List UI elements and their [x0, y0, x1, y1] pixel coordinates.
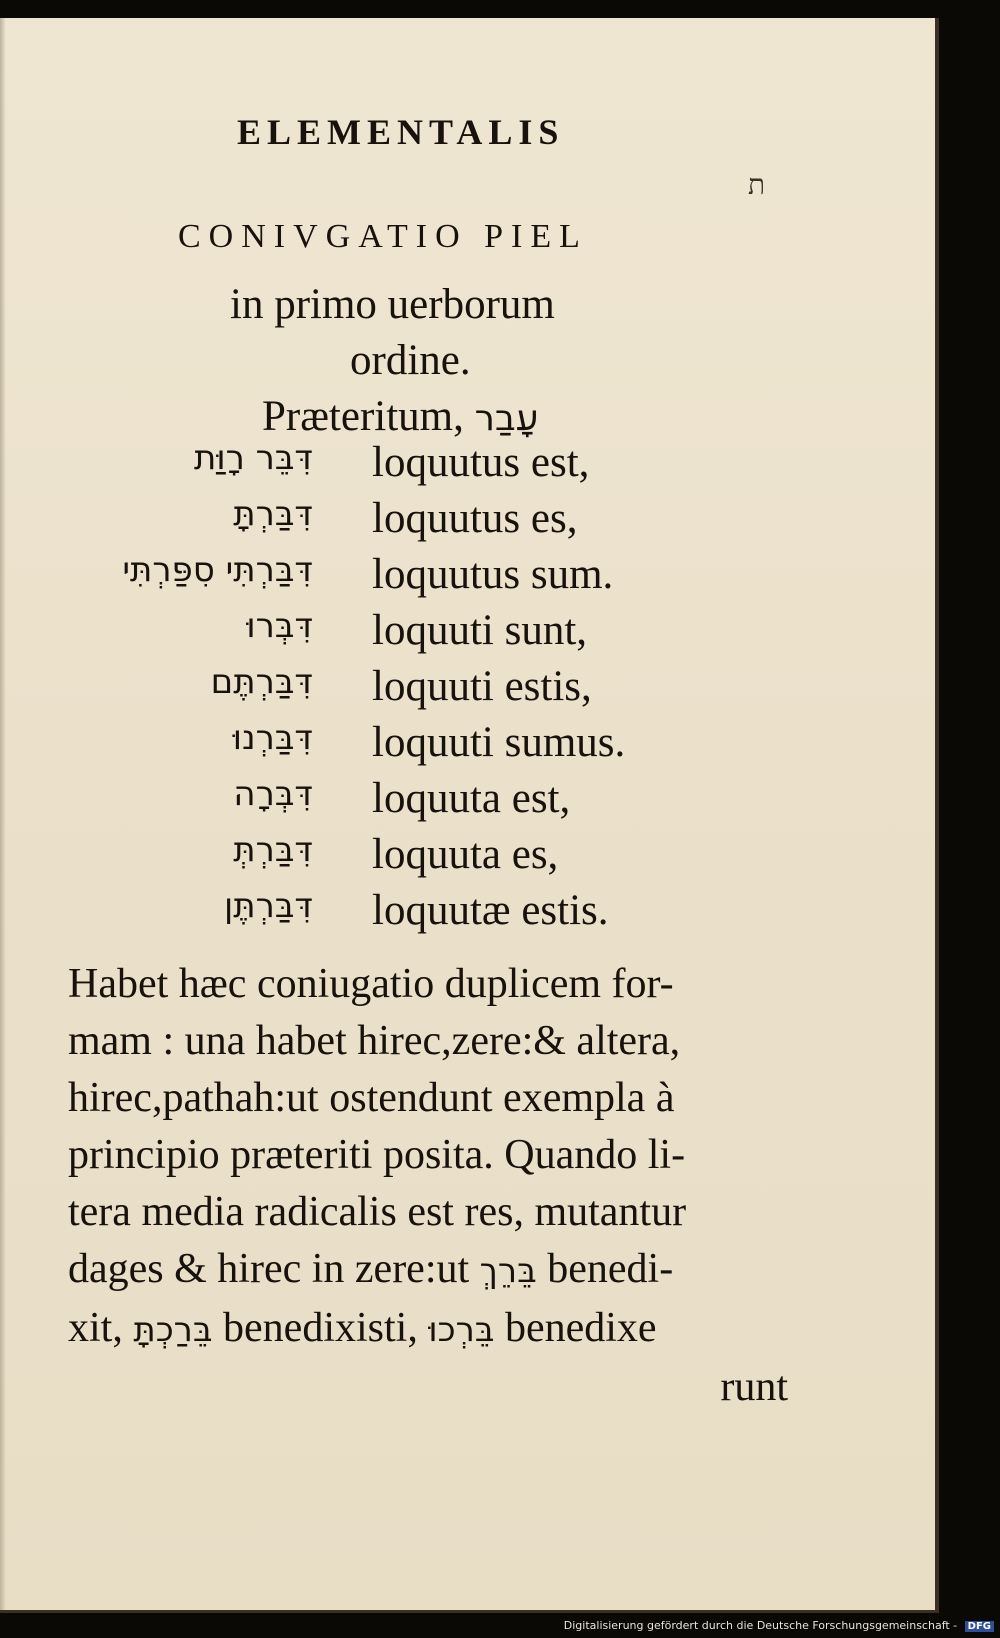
- hebrew-form: דִּבַּרְתִּי סִפַּרְתִּי: [122, 550, 313, 590]
- latin-gloss: loquuti sumus.: [372, 719, 626, 766]
- credit-text: Digitalisierung gefördert durch die Deutsche Forschungsgemeinschaft -: [563, 1619, 958, 1632]
- latin-gloss: loquutus est,: [372, 439, 590, 486]
- book-page: [0, 18, 939, 1613]
- catchword: runt: [720, 1364, 788, 1410]
- conjugation-row: [0, 886, 935, 944]
- latin-gloss: loquuta est,: [372, 775, 571, 822]
- paragraph-line: [68, 1241, 788, 1300]
- latin-gloss: loquuti estis,: [372, 663, 592, 710]
- preteritum-hebrew: עָבַר: [474, 398, 539, 439]
- conjugation-row: [0, 830, 935, 888]
- paragraph-text: benedixe: [504, 1305, 657, 1351]
- preteritum-label: Præteritum,: [262, 393, 464, 440]
- paragraph-line: mam : una habet hirec,zere:& altera,: [68, 1018, 681, 1064]
- page-mark: ת: [748, 168, 766, 201]
- section-subtitle-line1: in primo uerborum: [230, 281, 555, 328]
- hebrew-form: דִּבַּרְתְּ: [233, 830, 313, 870]
- paragraph-text: dages & hirec in zere:ut: [68, 1246, 470, 1292]
- paragraph-text: xit,: [68, 1305, 123, 1351]
- paragraph-line: hirec,pathah:ut ostendunt exempla à: [68, 1075, 675, 1121]
- paragraph-text: benedi-: [547, 1246, 674, 1292]
- conjugation-row: [0, 774, 935, 832]
- conjugation-row: [0, 438, 935, 496]
- paragraph-text: benedixisti,: [223, 1305, 418, 1351]
- hebrew-form: דִּבֵּר רָוַּת: [193, 438, 313, 478]
- conjugation-row: [0, 494, 935, 552]
- latin-gloss: loquutus sum.: [372, 551, 614, 598]
- hebrew-form: דִּבַּרְתֶּם: [210, 662, 313, 702]
- digitization-credit: [564, 1619, 994, 1632]
- hebrew-word: בֵּרַכְתָּ: [133, 1310, 213, 1350]
- conjugation-row: [0, 606, 935, 664]
- hebrew-form: דִּבַּרְנוּ: [232, 718, 313, 758]
- hebrew-form: דִּבַּרְתָּ: [233, 494, 313, 534]
- body-paragraph: [68, 956, 788, 1416]
- paragraph-line: [68, 1300, 788, 1359]
- hebrew-form: דִּבְּרוּ: [246, 606, 313, 646]
- paragraph-line: Habet hæc coniugatio duplicem for-: [68, 961, 674, 1007]
- running-head: ELEMENTALIS: [237, 112, 565, 152]
- hebrew-word: בֵּרְכוּ: [428, 1310, 495, 1350]
- conjugation-row: [0, 550, 935, 608]
- hebrew-form: דִּבַּרְתֶּן: [223, 886, 313, 926]
- paragraph-line: tera media radicalis est res, mutantur: [68, 1189, 687, 1235]
- latin-gloss: loquutus es,: [372, 495, 578, 542]
- latin-gloss: loquuti sunt,: [372, 607, 588, 654]
- latin-gloss: loquuta es,: [372, 831, 559, 878]
- dfg-logo: DFG: [965, 1621, 994, 1632]
- paragraph-line: principio præteriti posita. Quando li-: [68, 1132, 686, 1178]
- preteritum-heading: [262, 392, 539, 441]
- hebrew-word: בֵּרֵךְ: [479, 1251, 537, 1291]
- latin-gloss: loquutæ estis.: [372, 887, 609, 934]
- conjugation-row: [0, 662, 935, 720]
- section-subtitle-line2: ordine.: [350, 337, 471, 384]
- section-title: CONIVGATIO PIEL: [178, 218, 588, 255]
- conjugation-row: [0, 718, 935, 776]
- hebrew-form: דִּבְּרָה: [233, 774, 313, 814]
